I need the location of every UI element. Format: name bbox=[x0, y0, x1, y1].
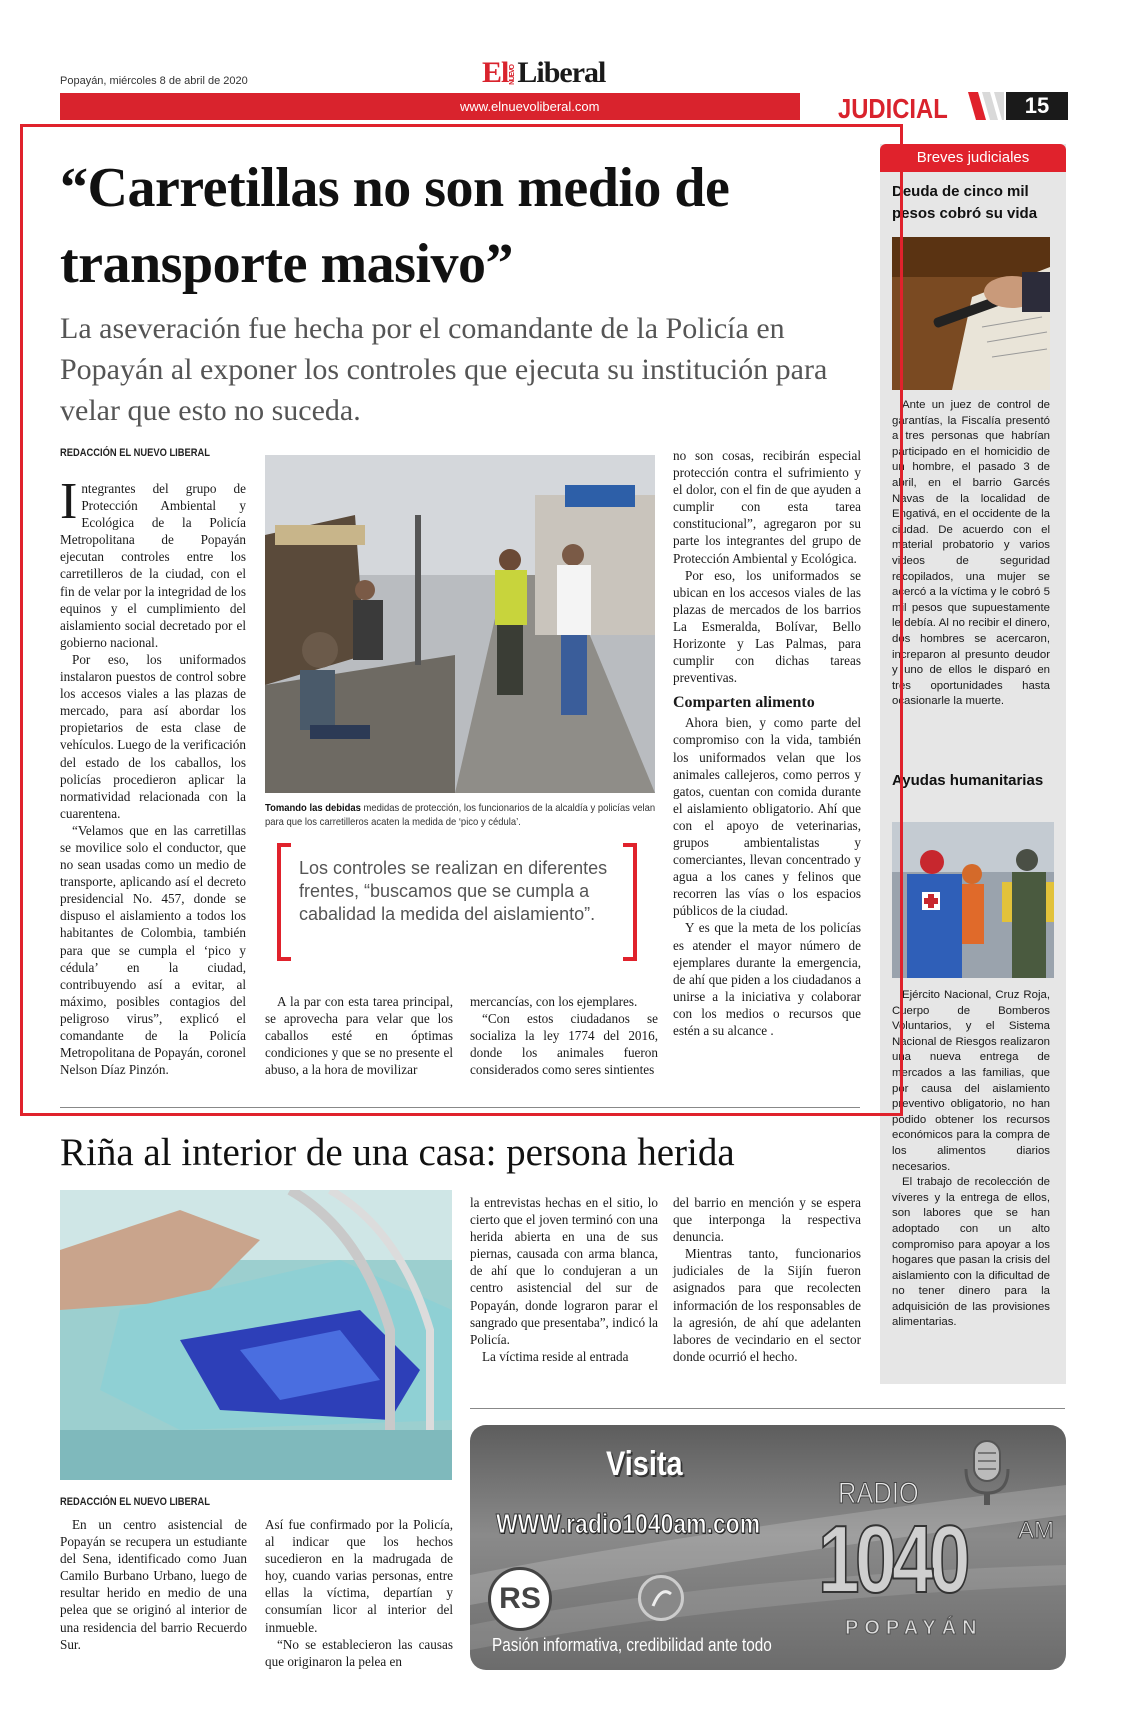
newspaper-logo[interactable] bbox=[482, 56, 642, 90]
article-paragraph: Y es que la meta de los policías es atender el mayor número de ejemplares durante la emergencia, de ahí que piden a los ciudadanos a unirse a la iniciativa y colaborar con los medios o recursos que estén a su alcance . bbox=[673, 920, 861, 1038]
second-headline: Riña al interior de una casa: persona herida bbox=[60, 1131, 735, 1174]
section-title: JUDICIAL bbox=[838, 93, 948, 124]
article-subheading: Comparten alimento bbox=[673, 694, 815, 712]
ad-visita: Visita bbox=[606, 1445, 683, 1483]
rs-logo-icon: RS bbox=[488, 1567, 552, 1631]
article-paragraph: Así fue confirmado por la Policía, al indicar que los hechos sucedieron en la madrugada de hoy, cuando varias personas, entre ellas la víctima, departían y consumían licor al interior del inmueble. bbox=[265, 1517, 453, 1635]
ad-url-link[interactable]: WWW.radio1040am.com bbox=[496, 1508, 761, 1539]
drop-cap: I bbox=[60, 473, 78, 530]
brief-title-1: Deuda de cinco mil pesos cobró su vida bbox=[892, 183, 1038, 222]
photo-caption bbox=[265, 801, 657, 829]
microphone-icon bbox=[960, 1439, 1014, 1509]
article-paragraph: Por eso, los uniformados instalaron puestos de control sobre los accesos viales a las plazas de mercado, para así abordar los propietarios de esta clase de vehículos. Luego de la verificación del estado de los caballos, los policías procedieron aplicar la normatividad relacionada con la cuarentena. bbox=[60, 651, 246, 821]
article-paragraph: “No se establecieron las causas que originaron la pelea en bbox=[265, 1636, 453, 1669]
article-column-4 bbox=[673, 447, 861, 1039]
main-headline: “Carretillas no son medio de transporte masivo” bbox=[60, 157, 730, 295]
article-paragraph: la entrevistas hechas en el sitio, lo cierto que el joven terminó con una herida abierta en una de sus piernas, causada con arma blanca, de ahí que lo condujeran a un centro asistencial del sur de Popayán, donde lograron parar el sangrado que presentaba”, indicó la Policía. bbox=[470, 1195, 658, 1347]
pull-quote bbox=[277, 843, 637, 961]
article-column-2 bbox=[265, 993, 453, 1078]
article-paragraph: Por eso, los uniformados se ubican en los accesos viales de las plazas de mercados de los barrios La Esmeralda, Bolívar, Bello Horizonte y Las Palmas, para cumplir con dichas tareas preventivas. bbox=[673, 567, 861, 686]
second-article-column-1 bbox=[60, 1516, 247, 1653]
section-stripes-icon bbox=[968, 92, 1004, 120]
radio-advertisement[interactable] bbox=[470, 1425, 1066, 1670]
caption-text: medidas de protección, los funcionarios de la alcaldía y policías velan para que los carretilleros acaten la medida de ‘pico y cédula’. bbox=[265, 802, 656, 828]
page-number: 15 bbox=[1006, 92, 1068, 120]
ad-frequency: 1040 bbox=[818, 1506, 966, 1613]
brief-paragraph: Ante un juez de control de garantías, la Fiscalía presentó a tres personas que habrían participado en el homicidio de un hombre, el pasado 3 de abril, en el barrio Garcés Navas de la localidad de Engativá, en el occidente de la ciudad. De acuerdo con el material probatorio y varios videos de seguridad recopilados, una mujer se acercó a la víctima y le cobró 5 mil pesos que supuestamente le debía. Al no recibir el dinero, dos hombres se acercaron, increparon al presunto deudor y uno de ellos le disparó en tres oportunidades hasta ocasionarle la muerte. bbox=[892, 399, 1050, 708]
brief-paragraph: Ejército Nacional, Cruz Roja, Cuerpo de Bomberos Voluntarios, y el Sistema Nacional de Riesgos realizaron una nueva entrega de mercados a las familias, que por causa del aislamiento preventivo obligatorio, no han podido obtener los recursos económicos para la compra de los alimentos diarios necesarios. bbox=[892, 989, 1050, 1173]
main-subhead: La aseveración fue hecha por el comandante de la Policía en Popayán al exponer los controles que ejecuta su institución para velar que esto no suceda. bbox=[60, 312, 828, 427]
caption-lead: Tomando las debidas bbox=[265, 802, 361, 814]
website-link[interactable]: www.elnuevoliberal.com bbox=[460, 99, 600, 114]
article-column-3 bbox=[470, 993, 658, 1078]
article-paragraph: “Con estos ciudadanos se socializa la ley 1774 del 2016, donde los animales fueron considerados como seres sintientes bbox=[470, 1011, 658, 1078]
logo-nuevo: NUEVO bbox=[509, 65, 517, 86]
second-article-column-2 bbox=[265, 1516, 453, 1670]
logo-el: El bbox=[482, 56, 509, 89]
humanitarian-aid-photo bbox=[892, 822, 1054, 978]
article-paragraph: del barrio en mención y se espera que interponga la respectiva denuncia. bbox=[673, 1195, 861, 1245]
article-paragraph: mercancías, con los ejemplares. bbox=[470, 994, 638, 1009]
injured-patient-photo bbox=[60, 1190, 452, 1480]
header-red-bar bbox=[60, 93, 800, 120]
article-paragraph: “Velamos que en las carretillas se movilice solo el conductor, que no sean usadas como un medio de transporte, aplicando así el decreto presidencial No. 457, donde se dispuso el aislamiento a todos los habitantes de Colombia, también para que se cumpla el ‘pico y cédula’ en la ciudad, contribuyendo así a evitar, al máximo, posibles contagios del peligroso virus”, explicó el comandante de la Policía Metropolitana de Popayán, coronel Nelson Díaz Pinzón. bbox=[60, 822, 246, 1078]
dateline: Popayán, miércoles 8 de abril de 2020 bbox=[60, 75, 248, 87]
left-bracket-icon bbox=[277, 843, 291, 961]
article-paragraph: En un centro asistencial de Popayán se recupera un estudiante del Sena, identificado como Juan Camilo Burbano Urbano, luego de resultar herido en medio de una pelea que se originó al interior de una residencia del barrio Recuerdo Sur. bbox=[60, 1517, 247, 1652]
paragraph-text: ntegrantes del grupo de Protección Ambiental y Ecológica de la Policía Metropolitana de Popayán ejecutan controles entre los carretilleros de la ciudad, con el fin de velar por la integridad de los equinos y el cumplimiento del aislamiento social decretado por el gobierno nacional. bbox=[60, 481, 246, 650]
brief-title-2: Ayudas humanitarias bbox=[892, 772, 1044, 789]
second-article-column-3 bbox=[470, 1194, 658, 1365]
article-paragraph: Mientras tanto, funcionarios judiciales de la Sijín fueron asignados para que recolecten información de los responsables de la agresión, de ahí que adelanten labores de vecindario en el sector donde ocurrió el hecho. bbox=[673, 1246, 861, 1364]
ad-slogan: Pasión informativa, credibilidad ante todo bbox=[492, 1635, 772, 1655]
play-icon bbox=[638, 1575, 684, 1621]
right-bracket-icon bbox=[623, 843, 637, 961]
article-divider bbox=[60, 1107, 860, 1108]
article-paragraph: Ahora bien, y como parte del compromiso con la vida, también los uniformados velan que los animales callejeros, como perros y gatos, cuentan con comida durante el aislamiento obligatorio. Ahí que con el apoyo de veterinarias, grupos ambientalistas y comerciantes, llevan concentrado y agua a los canes y felinos que recorren las vías o los espacios públicos de la ciudad. bbox=[673, 715, 861, 919]
brief-text-2 bbox=[892, 988, 1050, 1331]
article-paragraph: no son cosas, recibirán especial protección contra el sufrimiento y el dolor, con el fin de que ayuden a cumplir con esta tarea constitucional”, agregaron por su parte los integrantes del grupo de Protección Ambiental y Ecológica. bbox=[673, 448, 861, 566]
carretilleros-photo bbox=[265, 455, 655, 793]
ad-divider bbox=[470, 1408, 1065, 1409]
sidebar-tab: Breves judiciales bbox=[880, 144, 1066, 172]
logo-liberal: Liberal bbox=[517, 56, 606, 89]
judge-gavel-photo bbox=[892, 237, 1050, 390]
article-column-1 bbox=[60, 473, 246, 1078]
brief-paragraph: El trabajo de recolección de víveres y la entrega de ellos, son labores que se han adoptado con un alto compromiso para apoyar a los hogares que pasan la crisis del aislamiento con la dificultad de no tener dinero para la adquisición de las provisiones alimentarias. bbox=[892, 1176, 1050, 1329]
ad-band: AM bbox=[1018, 1517, 1054, 1544]
brief-text-1 bbox=[892, 398, 1050, 710]
pull-quote-text: Los controles se realizan en diferentes frentes, “buscamos que se cumpla a cabalidad la medida del aislamiento”. bbox=[299, 858, 608, 924]
second-byline: REDACCIÓN EL NUEVO LIBERAL bbox=[60, 1496, 210, 1508]
second-article-column-4 bbox=[673, 1194, 861, 1365]
article-paragraph bbox=[60, 473, 246, 651]
ad-radio-label: RADIO bbox=[838, 1477, 919, 1510]
ad-city: POPAYÁN bbox=[845, 1617, 983, 1639]
article-paragraph: La víctima reside al entrada bbox=[482, 1348, 629, 1364]
main-byline: REDACCIÓN EL NUEVO LIBERAL bbox=[60, 447, 210, 459]
article-paragraph: A la par con esta tarea principal, se aprovecha para velar que los caballos esté en óptimas condiciones y que se no presente el abuso, a la hora de movilizar bbox=[265, 994, 453, 1078]
